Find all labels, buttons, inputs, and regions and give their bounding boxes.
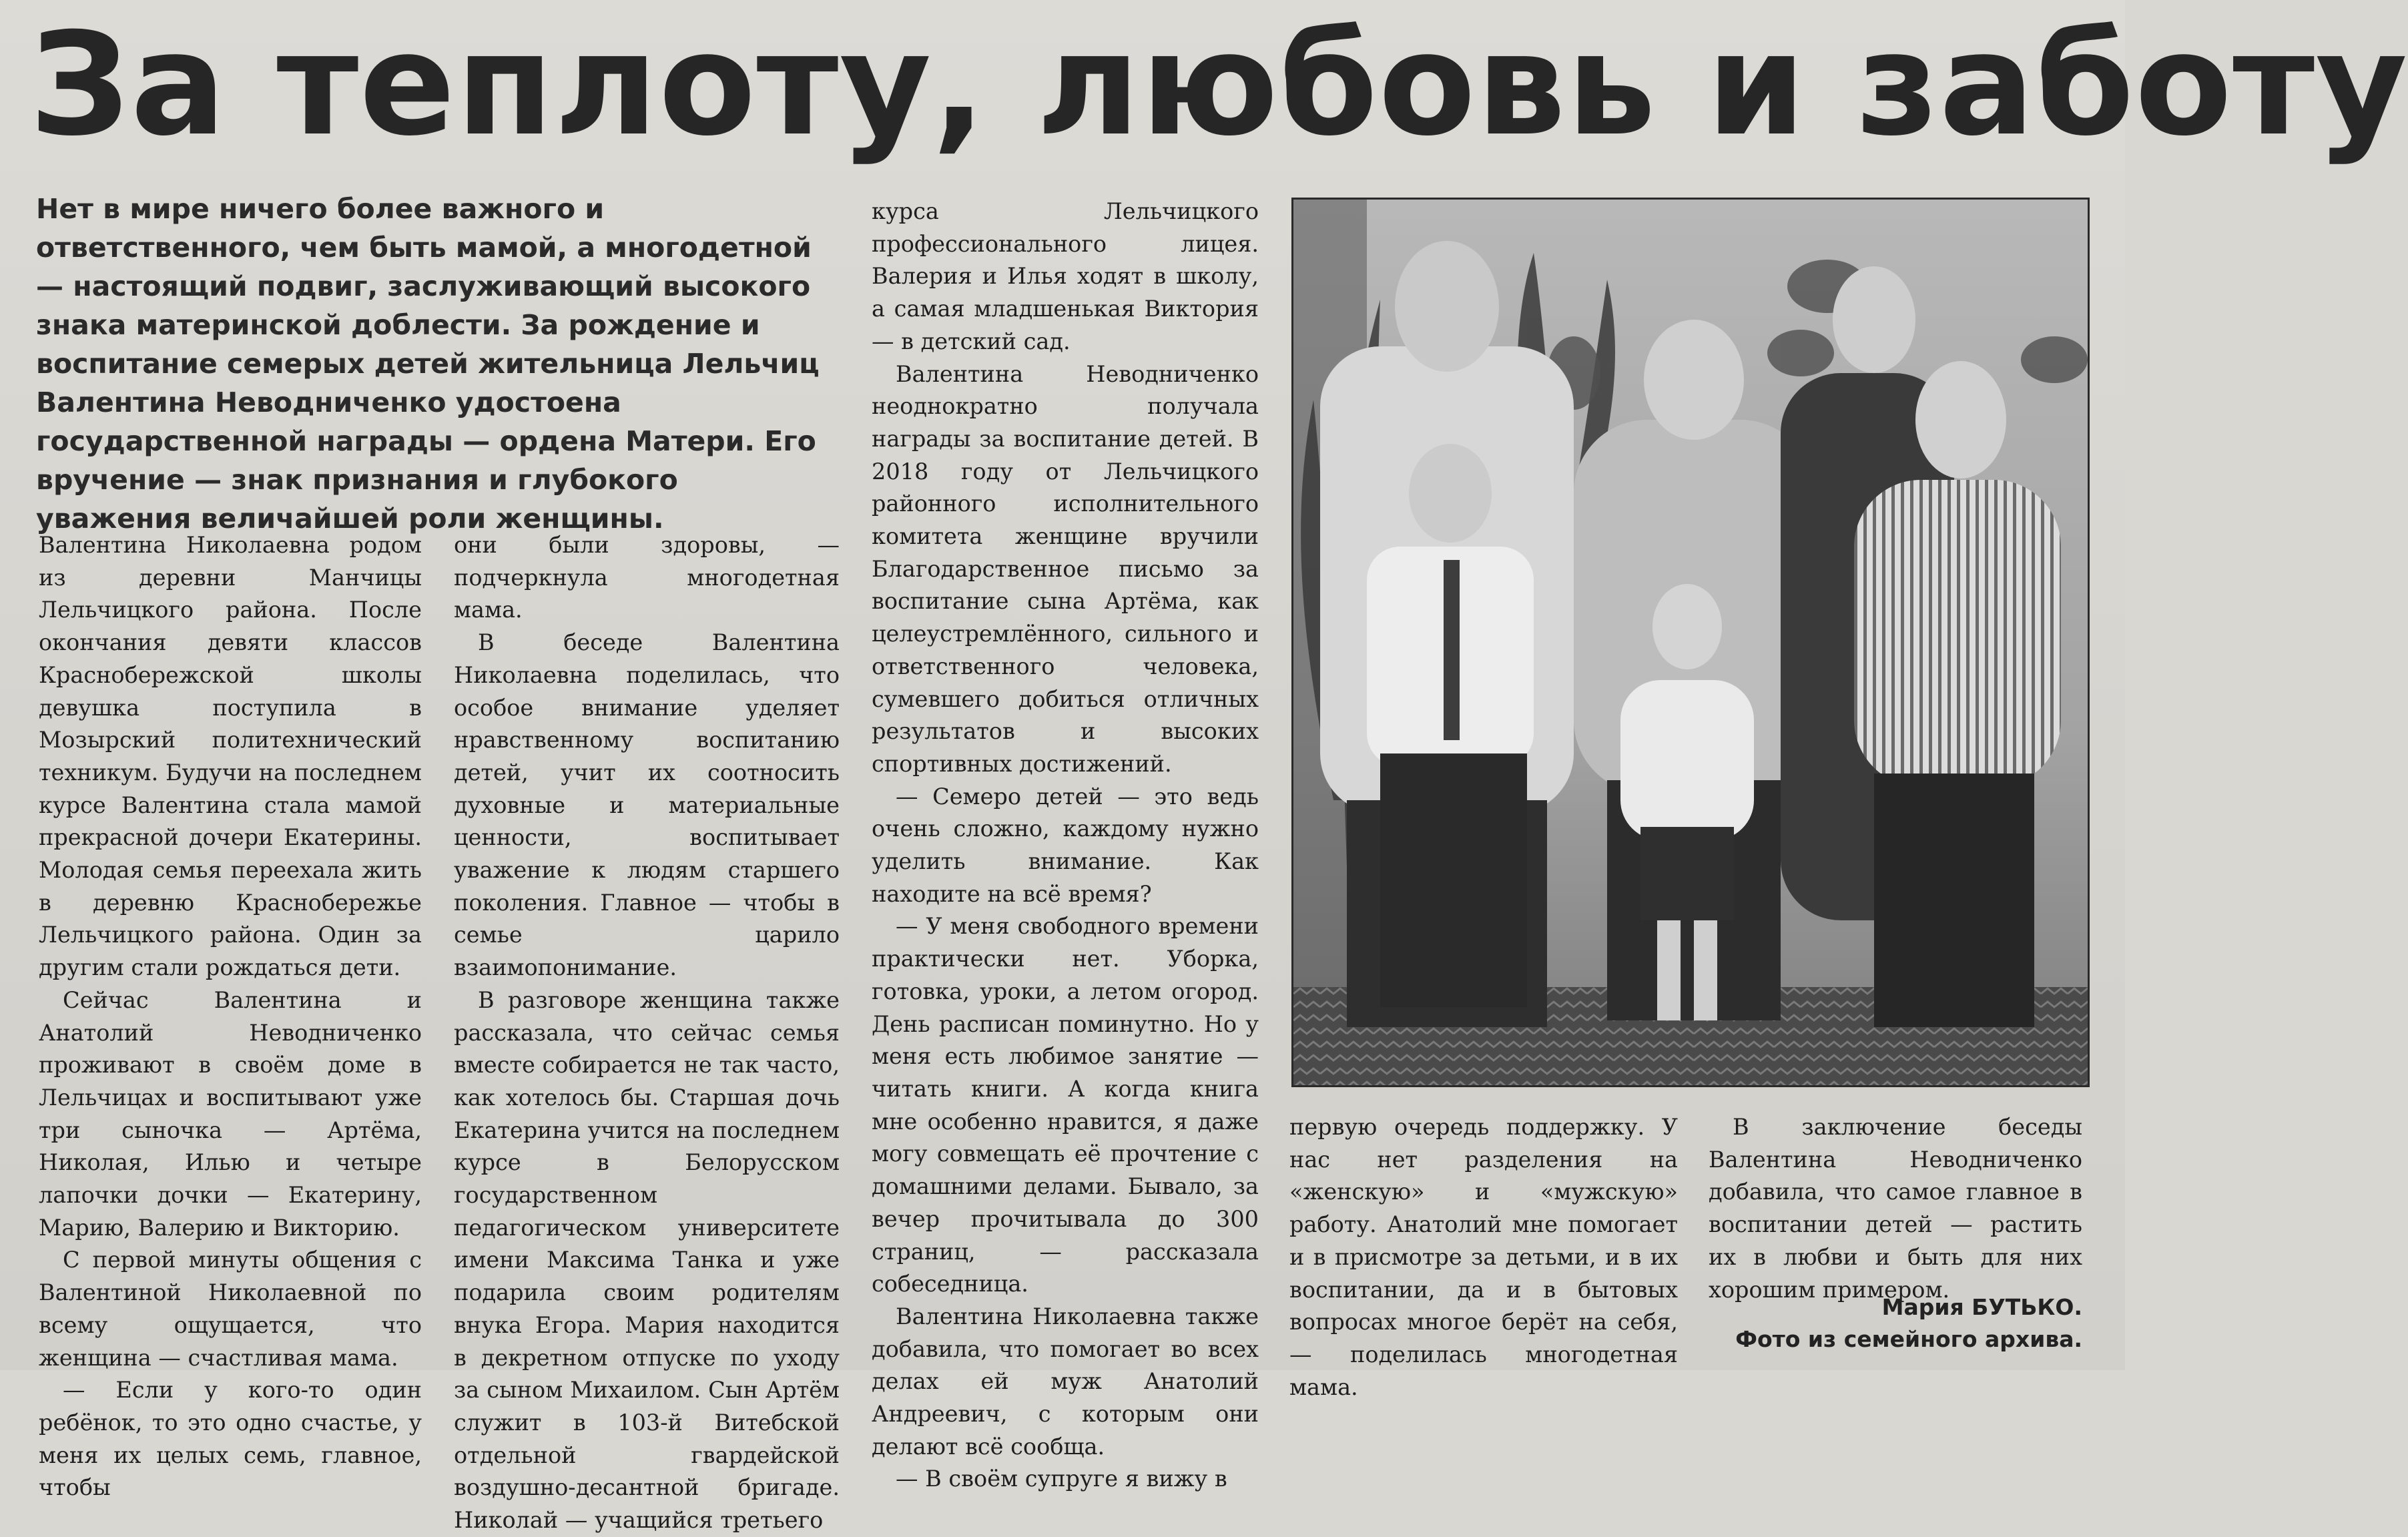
photo-credit: Фото из семейного архива. <box>1735 1326 2082 1352</box>
text-column-1 <box>39 529 422 1504</box>
paragraph: первую очередь поддержку. У нас нет разделения на «женскую» и «мужскую» работу. Анатолий мне помогает и в присмотре за детьми, и в их воспитании, да и в бытовых вопросах многое берёт на себя, — поделилась многодетная мама. <box>1289 1114 1678 1400</box>
paragraph: — В своём супруге я вижу в <box>896 1466 1227 1492</box>
byline <box>1735 1291 2082 1355</box>
paragraph: — У меня свободного времени практически нет. Уборка, готовка, уроки, а летом огород. День расписан поминутно. Но у меня есть любимое занятие — читать книги. А когда книга мне особенно нравится, я даже могу совмещать её прочтение с домашними делами. Бывало, за вечер прочитывала до 300 страниц, — рассказала собеседница. <box>872 913 1259 1297</box>
author-name: Мария БУТЬКО. <box>1881 1294 2082 1320</box>
text-column-5 <box>1709 1111 2082 1306</box>
article-headline: За теплоту, любовь и заботу <box>29 2 2408 167</box>
paragraph: Сейчас Валентина и Анатолий Неводниченко проживают в своём доме в Лельчицах и воспитывают уже три сыночка — Артёма, Николая, Илью и четыре лапочки дочки — Екатерину, Марию, Валерию и Викторию. <box>39 986 422 1241</box>
paragraph: — Семеро детей — это ведь очень сложно, каждому нужно уделить внимание. Как находите на всё время? <box>872 783 1259 907</box>
paragraph: — Если у кого-то один ребёнок, то это одно счастье, у меня их целых семь, главное, чтобы <box>39 1377 422 1501</box>
article-lead: Нет в мире ничего более важного и ответственного, чем быть мамой, а многодетной — настоящий подвиг, заслуживающий высокого знака материнской доблести. За рождение и воспитание семерых детей жительница Лельчиц Валентина Неводниченко удостоена государственной награды — ордена Матери. Его вручение — знак признания и глубокого уважения величайшей роли женщины. <box>36 193 820 535</box>
paragraph: Валентина Неводниченко неоднократно получала награды за воспитание детей. В 2018 году от Лельчицкого районного исполнительного комитета женщине вручили Благодарственное письмо за воспитание сына Артёма, как целеустремлённого, сильного и ответственного человека, сумевшего добиться отличных результатов и высоких спортивных достижений. <box>872 360 1259 777</box>
family-photo <box>1291 198 2090 1087</box>
paragraph: В заключение беседы Валентина Неводниченко добавила, что самое главное в воспитании детей — растить их в любви и быть для них хорошим примером. <box>1709 1114 2082 1303</box>
text-column-3 <box>872 196 1259 1496</box>
family-photo-image <box>1293 200 2088 1085</box>
paragraph: Валентина Николаевна родом из деревни Манчицы Лельчицкого района. После окончания девяти классов Краснобережской школы девушка поступила в Мозырский политехнический техникум. Будучи на последнем курсе Валентина стала мамой прекрасной дочери Екатерины. Молодая семья переехала жить в деревню Краснобережье Лельчицкого района. Один за другим стали рождаться дети. <box>39 532 422 981</box>
paragraph: С первой минуты общения с Валентиной Николаевной по всему ощущается, что женщина — счастливая мама. <box>39 1247 422 1371</box>
text-column-4 <box>1289 1111 1678 1404</box>
paragraph: Валентина Николаевна также добавила, что помогает во всех делах ей муж Анатолий Андреевич, с которым они делают всё сообща. <box>872 1303 1259 1460</box>
text-column-2 <box>454 529 840 1537</box>
paragraph: они были здоровы, — подчеркнула многодетная мама. <box>454 532 840 623</box>
paragraph: В беседе Валентина Николаевна поделилась, что особое внимание уделяет нравственному воспитанию детей, учит их соотносить духовные и материальные ценности, воспитывает уважение к людям старшего поколения. Главное — чтобы в семье царило взаимопонимание. <box>454 629 840 981</box>
paragraph: курса Лельчицкого профессионального лицея. Валерия и Илья ходят в школу, а самая младшенькая Виктория— в детский сад. <box>872 198 1259 354</box>
paragraph: В разговоре женщина также рассказала, что сейчас семья вместе собирается не так часто, как хотелось бы. Старшая дочь Екатерина учится на последнем курсе в Белорусском государственном педагогическом университете имени Максима Танка и уже подарила своим родителям внука Егора. Мария находится в декретном отпуске по уходу за сыном Михаилом. Сын Артём служит в 103-й Витебской отдельной гвардейской воздушно-десантной бригаде. Николай — учащийся третьего <box>454 986 840 1534</box>
